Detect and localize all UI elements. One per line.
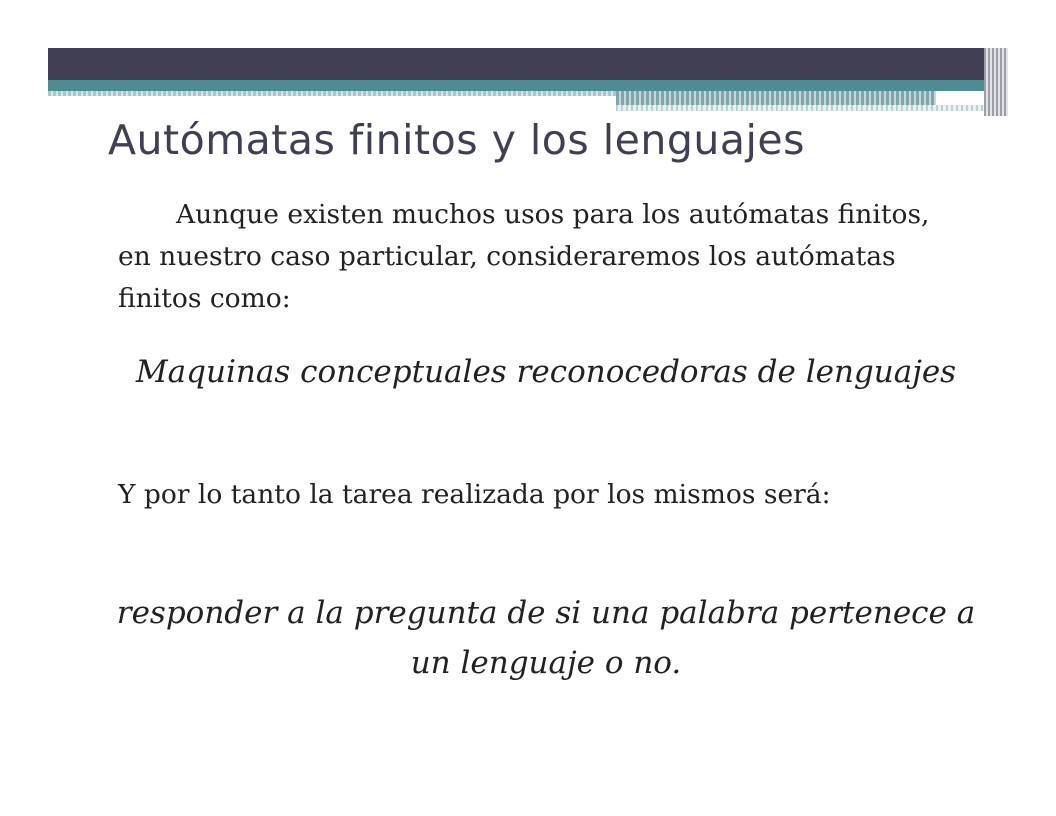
intro-paragraph: Aunque existen muchos usos para los autómatas finitos, en nuestro caso particular, consideraremos los autómatas finitos como: (118, 199, 930, 314)
header-banner-teal (48, 80, 984, 91)
task-paragraph: Y por lo tanto la tarea realizada por los mismos será: (118, 479, 831, 510)
header-banner-end-pattern (984, 48, 1008, 116)
emphasis-task: responder a la pregunta de si una palabra pertenece a un lenguaje o no. (116, 595, 976, 681)
slide-title: Autómatas finitos y los lenguajes (108, 116, 805, 164)
emphasis-definition: Maquinas conceptuales reconocedoras de lenguajes (135, 354, 957, 390)
header-banner-stripe (48, 91, 616, 96)
header-banner-stripe (616, 91, 936, 105)
header-banner-dark (48, 48, 984, 80)
